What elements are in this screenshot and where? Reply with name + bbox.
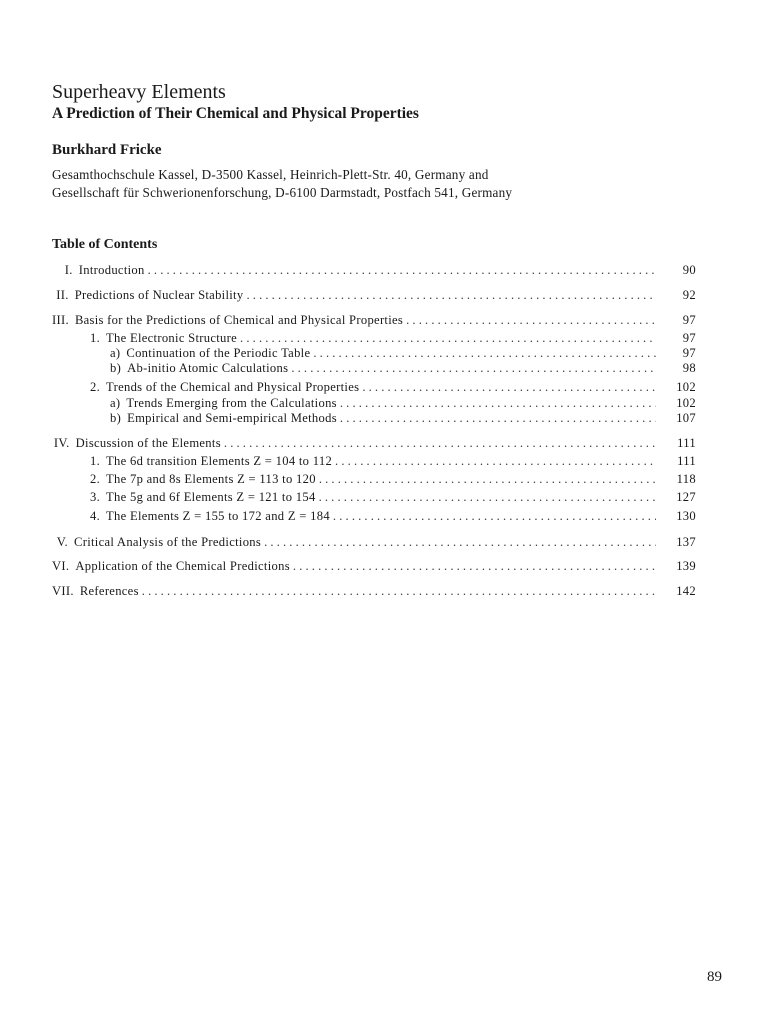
toc-entry-page: 97 — [682, 331, 696, 345]
toc-entry — [110, 346, 696, 361]
toc-entry-page: 92 — [682, 288, 696, 302]
toc-entry — [52, 313, 696, 328]
toc-entry-label: Introduction — [78, 263, 145, 277]
toc-entry-page: 97 — [682, 346, 696, 360]
toc-entry-label: The 6d transition Elements Z = 104 to 112 — [106, 454, 333, 468]
page-number: 89 — [707, 969, 722, 985]
toc-entry-label: Application of the Chemical Predictions — [75, 559, 290, 573]
toc-leader-dots — [142, 584, 656, 599]
toc-entry-label: The 7p and 8s Elements Z = 113 to 120 — [106, 472, 316, 486]
toc-entry-label: Ab-initio Atomic Calculations — [127, 361, 289, 375]
toc-leader-dots — [333, 509, 656, 524]
toc-entry-page: 107 — [676, 411, 696, 425]
toc-leader-dots — [319, 490, 656, 505]
toc-entry — [52, 584, 696, 599]
document-title: Superheavy Elements — [52, 81, 226, 103]
toc-leader-dots — [362, 380, 656, 395]
toc-entry-label: The Electronic Structure — [106, 331, 238, 345]
toc-entry-number: 1. — [90, 454, 101, 468]
toc-entry-page: 127 — [676, 490, 696, 504]
affiliation-line: Gesellschaft für Schwerionenforschung, D-6100 Darmstadt, Postfach 541, Germany — [52, 184, 513, 200]
toc-entry-number: a) — [110, 396, 121, 410]
toc-entry-number: VI. — [52, 559, 70, 573]
toc-entry — [90, 331, 696, 346]
toc-entry — [90, 509, 696, 524]
toc-entry-number: VII. — [52, 584, 74, 598]
toc-leader-dots — [313, 346, 656, 361]
toc-leader-dots — [240, 331, 656, 346]
toc-entry-number: II. — [56, 288, 69, 302]
toc-entry-number: b) — [110, 411, 122, 425]
toc-entry — [52, 288, 696, 303]
toc-leader-dots — [224, 436, 656, 451]
toc-entry-label: Trends Emerging from the Calculations — [126, 396, 337, 410]
toc-entry-page: 90 — [682, 263, 696, 277]
toc-leader-dots — [340, 411, 656, 426]
toc-entry-number: I. — [64, 263, 73, 277]
toc-leader-dots — [293, 559, 656, 574]
toc-entry-page: 111 — [677, 454, 696, 468]
toc-entry — [52, 436, 696, 451]
toc-entry-page: 139 — [676, 559, 696, 573]
toc-leader-dots — [340, 396, 656, 411]
toc-entry-label: Critical Analysis of the Predictions — [74, 535, 262, 549]
toc-entry-number: b) — [110, 361, 122, 375]
toc-leader-dots — [319, 472, 656, 487]
toc-entry — [52, 559, 696, 574]
toc-entry-page: 130 — [676, 509, 696, 523]
toc-entry-label: Continuation of the Periodic Table — [126, 346, 311, 360]
toc-leader-dots — [264, 535, 656, 550]
toc-entry-number: a) — [110, 346, 121, 360]
toc-entry-number: III. — [52, 313, 69, 327]
toc-entry-label: The Elements Z = 155 to 172 and Z = 184 — [106, 509, 330, 523]
document-subtitle: A Prediction of Their Chemical and Physical Properties — [52, 105, 419, 122]
toc-entry-label: Discussion of the Elements — [75, 436, 221, 450]
toc-entry — [110, 361, 696, 376]
author-name: Burkhard Fricke — [52, 142, 162, 158]
toc-entry-number: 3. — [90, 490, 101, 504]
toc-entry-page: 97 — [682, 313, 696, 327]
toc-entry-number: IV. — [53, 436, 70, 450]
toc-entry-page: 137 — [676, 535, 696, 549]
toc-heading: Table of Contents — [52, 237, 158, 252]
toc-entry — [52, 263, 696, 278]
toc-entry — [110, 396, 696, 411]
toc-entry — [90, 490, 696, 505]
toc-entry-label: The 5g and 6f Elements Z = 121 to 154 — [106, 490, 316, 504]
toc-entry-label: Predictions of Nuclear Stability — [74, 288, 244, 302]
affiliation-line: Gesamthochschule Kassel, D-3500 Kassel, Heinrich-Plett-Str. 40, Germany and — [52, 167, 489, 182]
toc-leader-dots — [406, 313, 656, 328]
toc-entry — [90, 380, 696, 395]
toc-entry-number: 2. — [90, 472, 101, 486]
toc-entry-page: 111 — [677, 436, 696, 450]
toc-entry-label: Trends of the Chemical and Physical Properties — [106, 380, 360, 394]
toc-leader-dots — [246, 288, 656, 303]
toc-leader-dots — [148, 263, 656, 278]
toc-leader-dots — [335, 454, 656, 469]
toc-entry-number: 2. — [90, 380, 101, 394]
toc-entry-page: 102 — [676, 396, 696, 410]
toc-entry — [90, 454, 696, 469]
toc-entry-number: 4. — [90, 509, 101, 523]
toc-entry — [90, 472, 696, 487]
toc-entry-label: Empirical and Semi-empirical Methods — [127, 411, 337, 425]
toc-entry-page: 98 — [682, 361, 696, 375]
toc-entry-number: V. — [56, 535, 68, 549]
toc-entry-page: 102 — [676, 380, 696, 394]
toc-entry — [110, 411, 696, 426]
toc-leader-dots — [291, 361, 656, 376]
toc-entry-page: 118 — [676, 472, 696, 486]
toc-entry-label: References — [79, 584, 139, 598]
toc-entry-label: Basis for the Predictions of Chemical and Physical Properties — [74, 313, 404, 327]
toc-entry — [52, 535, 696, 550]
toc-entry-number: 1. — [90, 331, 101, 345]
toc-entry-page: 142 — [676, 584, 696, 598]
